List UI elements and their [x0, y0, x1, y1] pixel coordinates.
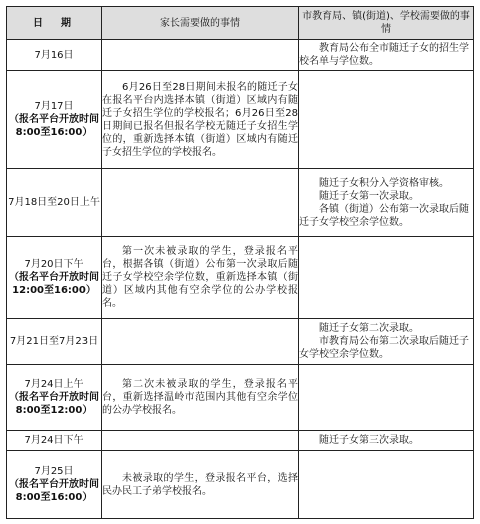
date-text: 7月21日至7月23日: [9, 336, 99, 347]
agency-task-text: 各镇（街道）公布第一次录取后随迁子女学校空余学位数。: [299, 203, 469, 228]
date-text: 7月17日: [34, 101, 74, 112]
date-cell: [7, 431, 102, 451]
parent-task-cell: 第一次未被录取的学生，登录报名平台，根据各镇（街道）公布第一次录取后随迁子女学校空余学位数，重新选择本镇（街道）区域内其他有空余学位的公办学校报名。: [102, 237, 299, 319]
parent-task-cell: 第二次未被录取的学生，登录报名平台，重新选择温岭市范围内其他有空余学位的公办学校报名。: [102, 365, 299, 431]
platform-open-hours: 12:00至16:00）: [12, 285, 96, 296]
platform-open-label: （报名平台开放时间: [9, 392, 99, 403]
schedule-document: [6, 6, 473, 519]
date-text: 7月25日: [34, 466, 74, 477]
parent-task-cell: [102, 431, 299, 451]
agency-task-cell: [299, 431, 474, 451]
schedule-table: [6, 6, 474, 519]
parent-task-cell: [102, 40, 299, 71]
table-row: [7, 40, 474, 71]
parent-task-cell: [102, 169, 299, 237]
date-cell: [7, 169, 102, 237]
date-text: 7月20日下午: [24, 259, 84, 270]
table-row: [7, 71, 474, 169]
agency-task-cell: [299, 169, 474, 237]
parent-task-cell: 6月26日至28日期间未报名的随迁子女在报名平台内选择本镇（街道）区域内有随迁子女招生学位的学校报名；6月26日至28日期间已报名但报名学校无随迁子女招生学位的，重新选择本镇（街道）区域内有随迁子女招生学位的学校报名。: [102, 71, 299, 169]
agency-task-cell: [299, 71, 474, 169]
platform-open-label: （报名平台开放时间: [9, 114, 99, 125]
agency-task-cell: [299, 237, 474, 319]
table-row: [7, 431, 474, 451]
date-cell: [7, 319, 102, 365]
agency-task-cell: [299, 451, 474, 519]
header-agency-tasks: 市教育局、镇(街道)、学校需要做的事情: [299, 7, 474, 40]
table-header-row: [7, 7, 474, 40]
platform-open-label: （报名平台开放时间: [9, 479, 99, 490]
agency-task-text: 市教育局公布第二次录取后随迁子女学校空余学位数。: [299, 336, 469, 360]
agency-task-cell: [299, 365, 474, 431]
date-cell: [7, 40, 102, 71]
platform-open-hours: 8:00至16:00）: [15, 127, 93, 138]
parent-task-cell: [102, 319, 299, 365]
platform-open-hours: 8:00至12:00）: [15, 405, 93, 416]
table-row: [7, 319, 474, 365]
agency-task-text: 随迁子女第一次录取。: [319, 190, 419, 202]
date-text: 7月24日上午: [24, 379, 84, 390]
parent-task-cell: 未被录取的学生，登录报名平台，选择民办民工子弟学校报名。: [102, 451, 299, 519]
date-cell: [7, 71, 102, 169]
agency-task-text: 随迁子女第二次录取。: [319, 323, 419, 334]
agency-task-cell: [299, 40, 474, 71]
table-row: [7, 365, 474, 431]
table-row: [7, 237, 474, 319]
date-text: 7月16日: [34, 49, 74, 61]
table-row: [7, 451, 474, 519]
agency-task-text: 教育局公布全市随迁子女的招生学校名单与学位数。: [299, 43, 469, 67]
header-date: 日 期: [7, 7, 102, 40]
date-cell: [7, 237, 102, 319]
date-text: 7月18日至20日上午: [8, 197, 100, 208]
table-row: [7, 169, 474, 237]
agency-task-cell: [299, 319, 474, 365]
date-cell: [7, 451, 102, 519]
header-parent-tasks: 家长需要做的事情: [102, 7, 299, 40]
agency-task-text: 随迁子女第三次录取。: [319, 435, 419, 446]
agency-task-text: 随迁子女积分入学资格审核。: [319, 177, 449, 189]
platform-open-label: （报名平台开放时间: [9, 272, 99, 283]
platform-open-hours: 8:00至16:00）: [15, 492, 93, 503]
date-text: 7月24日下午: [24, 435, 84, 446]
date-cell: [7, 365, 102, 431]
